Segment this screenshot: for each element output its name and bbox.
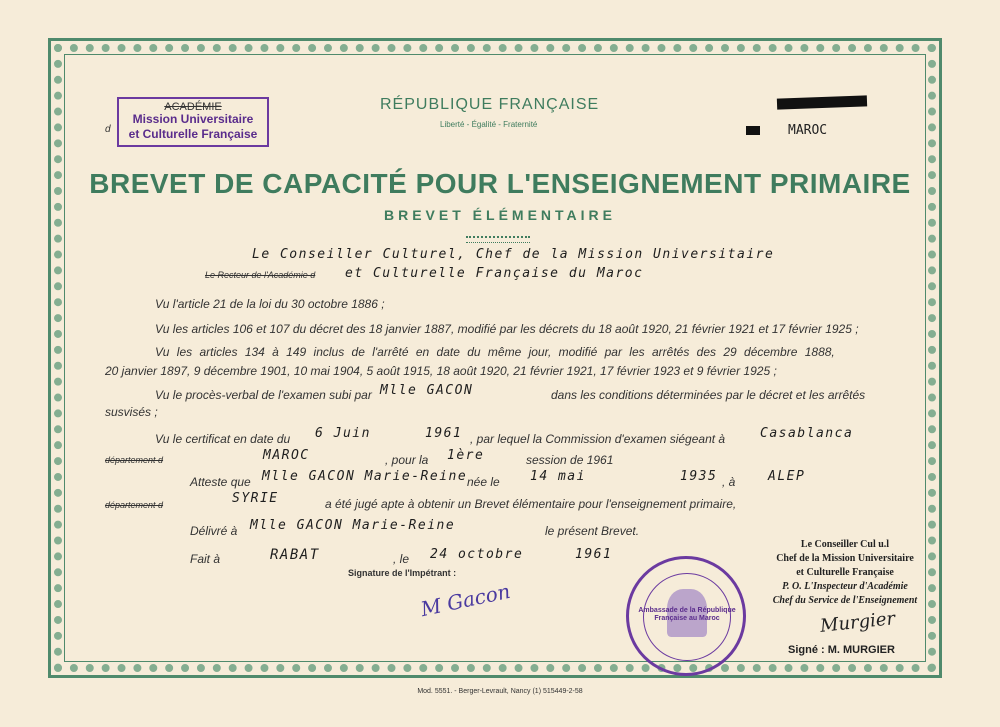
signature-label: Signature de l'Impétrant :: [348, 568, 457, 578]
stamp-line-2: et Culturelle Française: [128, 127, 258, 141]
clause-7-mid: née le: [467, 475, 500, 489]
clause-10-pre: Fait à: [190, 552, 221, 566]
authority-line-1: Le Conseiller Culturel, Chef de la Mission Universitaire: [252, 247, 775, 262]
clause-7-pre: Atteste que: [190, 475, 251, 489]
clause-6-post: session de 1961: [526, 453, 614, 467]
clause-4b: susvisés ;: [105, 405, 158, 419]
issue-city: RABAT: [270, 547, 320, 563]
clause-9-post: le présent Brevet.: [545, 524, 640, 538]
clause-4-post: dans les conditions déterminées par le décret et les arrêtés: [551, 388, 866, 402]
signatory-line-2: Chef de la Mission Universitaire: [776, 553, 914, 564]
session-number: 1ère: [447, 448, 485, 463]
birth-year: 1935: [680, 469, 718, 484]
department-2: SYRIE: [232, 491, 279, 506]
clause-5-post: , par lequel la Commission d'examen siégeant à: [470, 432, 726, 446]
stamp-line-1: Mission Universitaire: [132, 112, 254, 126]
signatory-line-5: Chef du Service de l'Enseignement: [772, 595, 918, 606]
department-struck-2: département d: [105, 500, 164, 510]
signatory-line-4: P. O. L'Inspecteur d'Académie: [782, 581, 908, 592]
certificate-subtitle: BREVET ÉLÉMENTAIRE: [384, 207, 616, 223]
certificate-title: BREVET DE CAPACITÉ POUR L'ENSEIGNEMENT PRIMAIRE: [89, 168, 911, 199]
official-signature: Murgier: [819, 608, 897, 637]
exam-candidate: Mlle GACON: [380, 383, 474, 398]
clause-2: Vu les articles 106 et 107 du décret des 18 janvier 1887, modifié par les décrets du 18 août 1920, 21 février 1921 et 17 février 1925 ;: [155, 322, 859, 336]
academy-prefix: d: [105, 124, 111, 135]
birth-city: ALEP: [768, 469, 806, 484]
ornament-divider: [466, 236, 530, 243]
department-struck-1: département d: [105, 455, 164, 465]
clause-5-pre: Vu le certificat en date du: [155, 432, 291, 446]
clause-1: Vu l'article 21 de la loi du 30 octobre 1886 ;: [155, 297, 385, 311]
clause-6-mid: , pour la: [385, 453, 429, 467]
redaction-mark: [746, 126, 760, 135]
region-label: MAROC: [788, 123, 828, 138]
signatory-block: [760, 538, 930, 608]
clause-7-at: , à: [722, 475, 736, 489]
commission-city: Casablanca: [760, 426, 854, 441]
seal-text: Ambassade de la République Française au Maroc: [638, 607, 736, 622]
clause-4-pre: Vu le procès-verbal de l'examen subi par: [155, 388, 372, 402]
signatory-line-1: Le Conseiller Cul u.l: [800, 539, 890, 550]
authority-struck: Le Recteur de l'Académie d: [205, 270, 316, 280]
clause-8-post: a été jugé apte à obtenir un Brevet élémentaire pour l'enseignement primaire,: [325, 497, 737, 511]
clause-3b: 20 janvier 1897, 9 décembre 1901, 10 mai 1904, 5 août 1915, 18 août 1920, 21 février 1921, 17 février 1923 et 9 février 1925 ;: [105, 364, 777, 378]
candidate-signature: M Gacon: [418, 578, 513, 622]
candidate-full-name: Mlle GACON Marie-Reine: [262, 469, 468, 484]
clause-10-le: , le: [393, 552, 410, 566]
clause-3a: Vu les articles 134 à 149 inclus de l'arrêté en date du même jour, modifié par les arrêtés des 29 décembre 1888,: [155, 345, 835, 359]
authority-line-2: et Culturelle Française du Maroc: [345, 266, 644, 281]
issue-date: 24 octobre: [430, 547, 524, 562]
republic-heading: RÉPUBLIQUE FRANÇAISE: [380, 96, 600, 113]
academy-stamp: [117, 97, 269, 147]
national-motto: Liberté - Égalité - Fraternité: [440, 120, 538, 129]
printer-imprint: Mod. 5551. - Berger-Levrault, Nancy (1) 515449-2-58: [417, 688, 583, 695]
department-1: MAROC: [263, 448, 310, 463]
signatory-line-3: et Culturelle Française: [796, 567, 894, 578]
stamp-struck-text: ACADÉMIE: [164, 101, 222, 113]
issue-year: 1961: [575, 547, 613, 562]
signed-by: Signé : M. MURGIER: [788, 644, 895, 656]
clause-9-pre: Délivré à: [190, 524, 238, 538]
certificate-year: 1961: [425, 426, 463, 441]
recipient-name: Mlle GACON Marie-Reine: [250, 518, 456, 533]
birth-date: 14 mai: [530, 469, 586, 484]
embassy-seal: [626, 556, 746, 676]
certificate-date: 6 Juin: [315, 426, 371, 441]
